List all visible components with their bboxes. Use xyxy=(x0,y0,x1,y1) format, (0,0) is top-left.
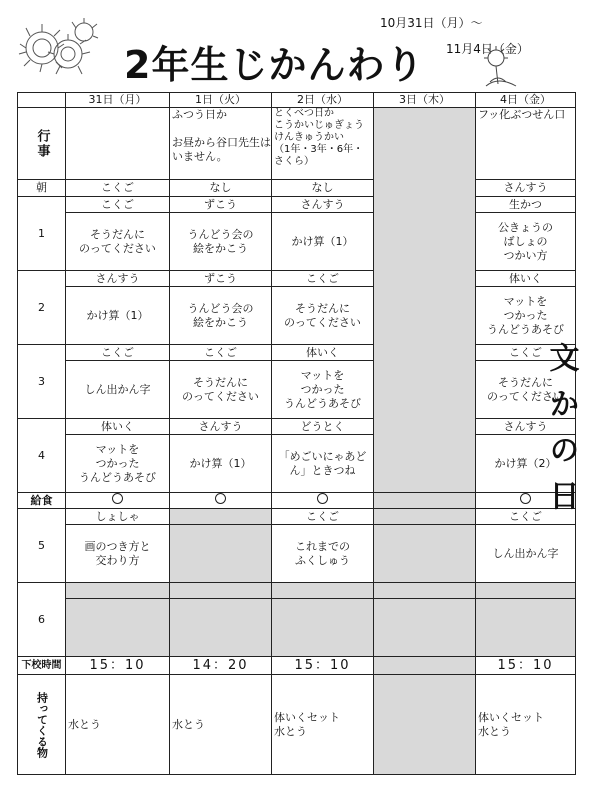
belongings-tue: 水とう xyxy=(170,675,272,775)
p5-content-mon: 画のつき方と 交わり方 xyxy=(66,525,170,583)
corner-cell xyxy=(18,93,66,108)
p1-subject-tue: ずこう xyxy=(170,197,272,213)
morning-tue: なし xyxy=(170,180,272,197)
p1-content-mon: そうだんに のってください xyxy=(66,213,170,271)
p6-content-tue xyxy=(170,599,272,657)
p2-content-fri: マットを つかった うんどうあそび xyxy=(476,287,576,345)
p4-content-mon: マットを つかった うんどうあそび xyxy=(66,435,170,493)
row-label-period3: 3 xyxy=(18,345,66,419)
dismissal-mon: 15：10 xyxy=(66,657,170,675)
event-fri: フッ化ぶつせん口 xyxy=(476,108,576,180)
date-to: 11月4日（金） xyxy=(446,42,529,56)
row-label-lunch: 給食 xyxy=(18,493,66,509)
p3-subject-tue: こくご xyxy=(170,345,272,361)
event-wed: とくべつ日か こうかいじゅぎょう けんきゅうかい （1年・3年・6年・さくら） xyxy=(272,108,374,180)
p6-content-fri xyxy=(476,599,576,657)
p2-subject-tue: ずこう xyxy=(170,271,272,287)
row-label-period4: 4 xyxy=(18,419,66,493)
belongings-wed: 体いくセット 水とう xyxy=(272,675,374,775)
day-header-row xyxy=(18,93,576,108)
row-label-belongings: 持ってくる物 xyxy=(18,675,66,775)
p2-subject-mon: さんすう xyxy=(66,271,170,287)
belongings-row xyxy=(18,675,576,775)
morning-mon: こくご xyxy=(66,180,170,197)
morning-row xyxy=(18,180,576,197)
p1-content-tue: うんどう会の 絵をかこう xyxy=(170,213,272,271)
p6-subject-thu xyxy=(374,583,476,599)
p5-content-tue xyxy=(170,525,272,583)
event-tue: ふつう日か お昼から谷口先生はいません。 xyxy=(170,108,272,180)
p1-subject-fri: 生かつ xyxy=(476,197,576,213)
p4-content-wed: 「めごいにゃあど ん」ときつね xyxy=(272,435,374,493)
p2-subject-fri: 体いく xyxy=(476,271,576,287)
p5-content-fri: しん出かん字 xyxy=(476,525,576,583)
dismissal-fri: 15：10 xyxy=(476,657,576,675)
p1-subject-mon: こくご xyxy=(66,197,170,213)
page-title: 2年生じかんわり xyxy=(124,43,425,87)
p4-content-tue: かけ算（1） xyxy=(170,435,272,493)
timetable xyxy=(17,92,579,775)
dismissal-tue: 14：20 xyxy=(170,657,272,675)
p5-content-wed: これまでの ふくしゅう xyxy=(272,525,374,583)
p2-subject-wed: こくご xyxy=(272,271,374,287)
row-label-events: 行事 xyxy=(18,108,66,180)
row-label-morning: 朝 xyxy=(18,180,66,197)
belongings-fri: 体いくセット 水とう xyxy=(476,675,576,775)
p3-content-fri: そうだんに のってください xyxy=(476,361,576,419)
p3-subject-wed: 体いく xyxy=(272,345,374,361)
period6-content-row xyxy=(18,599,576,657)
header xyxy=(0,0,591,92)
p6-content-wed xyxy=(272,599,374,657)
p1-content-wed: かけ算（1） xyxy=(272,213,374,271)
date-from: 10月31日（月）～ xyxy=(380,16,483,30)
p4-subject-tue: さんすう xyxy=(170,419,272,435)
dismissal-wed: 15：10 xyxy=(272,657,374,675)
p3-content-mon: しん出かん字 xyxy=(66,361,170,419)
p1-subject-wed: さんすう xyxy=(272,197,374,213)
p5-subject-mon: しょしゃ xyxy=(66,509,170,525)
p6-subject-wed xyxy=(272,583,374,599)
p5-subject-wed: こくご xyxy=(272,509,374,525)
day-thu: 3日（木） xyxy=(374,93,476,108)
p5-content-thu xyxy=(374,525,476,583)
p4-subject-fri: さんすう xyxy=(476,419,576,435)
belongings-thu xyxy=(374,675,476,775)
belongings-mon: 水とう xyxy=(66,675,170,775)
p6-content-thu xyxy=(374,599,476,657)
morning-fri: さんすう xyxy=(476,180,576,197)
p6-content-mon xyxy=(66,599,170,657)
p4-subject-mon: 体いく xyxy=(66,419,170,435)
p3-subject-fri: こくご xyxy=(476,345,576,361)
event-row xyxy=(18,108,576,180)
bunka-no-hi-label: 文かの日 xyxy=(543,341,579,526)
flower-illustration-icon xyxy=(16,14,100,86)
morning-wed: なし xyxy=(272,180,374,197)
day-tue: 1日（火） xyxy=(170,93,272,108)
period1-subject-row xyxy=(18,197,576,213)
p4-subject-wed: どうとく xyxy=(272,419,374,435)
dandelion-illustration-icon xyxy=(476,46,524,88)
p6-subject-mon xyxy=(66,583,170,599)
p6-subject-tue xyxy=(170,583,272,599)
period1-content-row xyxy=(18,213,576,271)
p5-subject-fri: こくご xyxy=(476,509,576,525)
event-mon xyxy=(66,108,170,180)
day-fri: 4日（金） xyxy=(476,93,576,108)
p3-subject-mon: こくご xyxy=(66,345,170,361)
p2-content-tue: うんどう会の 絵をかこう xyxy=(170,287,272,345)
day-mon: 31日（月） xyxy=(66,93,170,108)
p1-content-fri: 公きょうの ばしょの つかい方 xyxy=(476,213,576,271)
row-label-period5: 5 xyxy=(18,509,66,583)
p3-content-wed: マットを つかった うんどうあそび xyxy=(272,361,374,419)
row-label-dismissal: 下校時間 xyxy=(18,657,66,675)
p6-subject-fri xyxy=(476,583,576,599)
period2-content-row xyxy=(18,287,576,345)
period5-content-row xyxy=(18,525,576,583)
row-label-period6: 6 xyxy=(18,583,66,657)
period2-subject-row xyxy=(18,271,576,287)
p2-content-mon: かけ算（1） xyxy=(66,287,170,345)
p2-content-wed: そうだんに のってください xyxy=(272,287,374,345)
p4-content-fri: かけ算（2） xyxy=(476,435,576,493)
dismissal-thu xyxy=(374,657,476,675)
dismissal-row xyxy=(18,657,576,675)
p3-content-tue: そうだんに のってください xyxy=(170,361,272,419)
row-label-period2: 2 xyxy=(18,271,66,345)
row-label-period1: 1 xyxy=(18,197,66,271)
day-wed: 2日（水） xyxy=(272,93,374,108)
period6-subject-row xyxy=(18,583,576,599)
